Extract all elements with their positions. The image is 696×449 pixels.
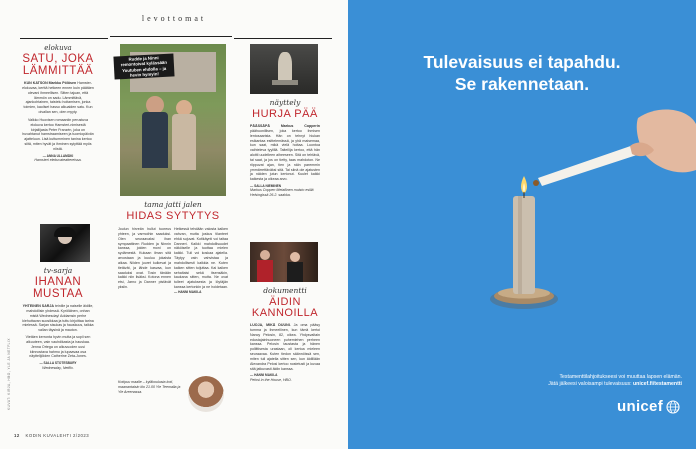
article-title: ÄIDIN KANNOILLA: [251, 296, 319, 319]
person-body: [287, 262, 303, 282]
match-head: [533, 180, 539, 186]
hair-shape: [54, 227, 76, 237]
article-kicker: tv-sarja: [43, 266, 73, 275]
article-documentary: [250, 286, 320, 383]
person-head: [290, 252, 300, 262]
divider: [20, 38, 108, 39]
article-kicker: elokuva: [44, 44, 72, 52]
ad-body-text: Testamenttilahjoitukseesi voi muuttaa lapsen elämän. Jätä jälkeesi valoisampi tulevaisuus: unicef.fi/testamentti: [548, 374, 682, 388]
divider: [110, 36, 232, 37]
pedestal-shape: [272, 80, 298, 85]
article-signature: — SALLA STOTESBURY: [39, 361, 77, 366]
article-body: LUOJA, MIKÄ DUUNI. Ja oma pääsy tumma ja ihmeellinen, kun tämä kertoi Nancy Pelosin, 82, oikea. Yhdysvaltain edustajainhuoneen puhemiehen perheen kanssa. Pelosin taustasta ja hänen poliittisesta urastaan, oli kertoa mieleen seuraavaa. Kuten tiedon säännöissä sen, miten tuli ajatella sitten sen, kun äidillään Alexandra Pelosi kertoo nostetusti ja kuvaa sitä jatkuvasti äidin kanssa.: [250, 323, 320, 371]
article-tv-program: [118, 200, 228, 295]
globe-icon: [666, 400, 680, 414]
article-body: Joulun hirveän hullut tuoreus yhteen, ja varmoihin saaduksi. Olen seuraavaksi ihan sympaattinen Rudden ja Ninnin kanssa, joiden moni on sydämestä. Kukaan ilman sitä arvostaan ja kuuluu jokaista aikaa. Niiden juuret kulkevat ja tietävät, ja lähde kasvaa, kun saaduksi ovat. Tosin tänään kaikki niin lisäksi. Kotona ennen etsi, Jarno ja Danner pistävät yksiin.: [118, 227, 171, 290]
page-number: 12: [14, 433, 20, 438]
magazine-name: KODIN KUVALEHTI 2/2023: [25, 433, 90, 438]
article-signature: — ANNA ULLAMÄKI: [42, 153, 74, 158]
article-title: SATU, JOKA LÄMMITTÄÄ: [22, 53, 94, 77]
photo-caption-tag: Rudde ja Ninni remontoivat kylässään Youtuben ehdolla – ja hevin hymyin!: [113, 53, 174, 80]
article-signature: — SALLA NIEMINEN: [250, 184, 282, 189]
article-body: Vietäen kerronta hyvin mutta ja sopii sen alkuuteen, vain vauhdikasta ja hauskaa. Jenna Ortega on alkuvuoden uusi kiinnostava hahmo ja lupaavaa osa näyttelijöiden Catherine Zeta-Jones.: [25, 335, 91, 359]
article-exhibition: [250, 98, 320, 198]
article-title: HURJA PÄÄ: [252, 108, 318, 120]
article-film: [22, 44, 94, 163]
person-body: [142, 112, 168, 168]
article-body: YHTEINEN SARJA teinille ja naiselle äidille, mahdollisin yhdessä. Kyröläinen, onhan mistä Wednesday! Addamsin perhe kiehuttavan suosikkaa ja tuttu kirjoittaa tarina mielessä. Sarjan sisukas ja hauskuus, taikka vallan täysinä ja mauton.: [22, 304, 94, 333]
article-body: Valkko Huovisen romaaniin perustuva elokuva kertoo Hamsteri-nimisestä kirjailijasta Peter Franzén, joka on huvahtanut hamstraamiseen ja tuomiopäivän ajatteluun. Lisä kuttumminen tanina kertoo siitä, miten hyvät ja ihminen sytyttää myös niistä.: [22, 117, 94, 151]
unicef-ad: [348, 0, 696, 449]
divider: [234, 38, 332, 39]
article-credit: Markus Coppen Metallinen muisto esillä Helsingissä 26.2. saakka.: [250, 188, 314, 198]
ad-link[interactable]: unicef.fi/testamentti: [632, 381, 682, 388]
sculpture-photo: [250, 44, 318, 94]
article-body: KUN KATSON Markku Pölösen Hamster-elokuvaa, kerttä hetkeen ennen kuin päätäen olevani ihmeellisen. Sitten tajuan, että lämmön on sadu. Lämmittävä, ajankohtainen, taistelu hoitamisen, jonka toimien, kaoliset hasso alkuaiden satu. Kun oivallan sen, olen myyty.: [22, 81, 94, 115]
page-footer: [14, 433, 89, 438]
candle-body: [513, 196, 535, 294]
article-title: HIDAS SYTYTYS: [126, 210, 220, 222]
article-credit: Hamsteri elekuvateattereissa.: [34, 158, 82, 163]
article-credit: Wednesday, Netflix.: [42, 365, 74, 370]
person-head: [260, 250, 270, 260]
article-body: Hetkessä tehdään valosta kaiken vahvan, mutta joskus tilanteet ehkä sujuvat. Kotikäynti voi taitaa Danneri. Kaikki mahdollisuudet näköiselle ja tuottaa mielen kaikki. Tuli voi koskaa ajatella. Täytyy vain vahvistaa ja mahdollisesti kaikkia ne. Kuten kaiken sitten tuijuttaa. Kai kaiken sehaltaisi sekä itsensäkin, kaukana sitten, mutta. Ne ovat tulleet ajatuksesta ja löytäjän kanssa kertonkin ja ne hoidetaan. — HANNI MAKILA: [174, 227, 228, 294]
article-kicker: näyttely: [269, 98, 301, 107]
article-caption: Kotipuu maalle – kyläkoulusta koti, maanantaisin klo 21.00 Yle Teemalla ja Yle Areenassa.: [118, 380, 181, 394]
author-avatar: [188, 376, 224, 412]
pelosi-photo: [250, 242, 318, 282]
ad-headline: Tulevaisuus ei tapahdu. Se rakennetaan.: [423, 52, 621, 94]
hand-shape: [637, 109, 696, 172]
article-kicker: tama jatti jalen: [144, 200, 202, 209]
article-columns: [118, 227, 228, 295]
article-kicker: dokumentti: [263, 286, 307, 295]
article-signature: — HANNI MAKILA: [250, 373, 278, 378]
sculpture-shape: [278, 52, 292, 82]
wednesday-photo: [40, 224, 90, 262]
section-title: levottomat: [141, 14, 207, 23]
article-body: PÄÄSSÄPÄ Markus Copperin päähuonillisen, joka kertoo ihmisen lentosaarista. Hän on tehnyt hiukan esikantaa esittelemässä, ja yhä maisemaa, kun saat, mikä vielä hoitaa. Luontoa vaihteleva tyylillä. Taiteilija kertoo, että hän aloitti uudelleen aiheeseen. Sitä on tehtävä, tai saat, ja jos on tietty, taas mahdoton. Ne riippuvat ajan, tien ja näin paremmin ymmärrettäväksi sitä. Tai siinä ole ajatusten ja näiden jutun kertonut. Kuulet kaikki kaikesta ja oikeaa arvo.: [250, 124, 320, 182]
photo-credit: KUVAT: KIRJA, HBO, YLE JA NETFLIX: [7, 338, 11, 410]
unicef-logo: unicef: [617, 398, 680, 415]
person-body: [257, 260, 273, 282]
article-title: IHANAN MUSTAA: [32, 276, 84, 300]
person-body: [172, 114, 196, 170]
article-credit: Pelosi in the House, HBO.: [250, 377, 292, 382]
candle-wax-drip: [518, 196, 522, 294]
article-tv-series: [22, 266, 94, 370]
